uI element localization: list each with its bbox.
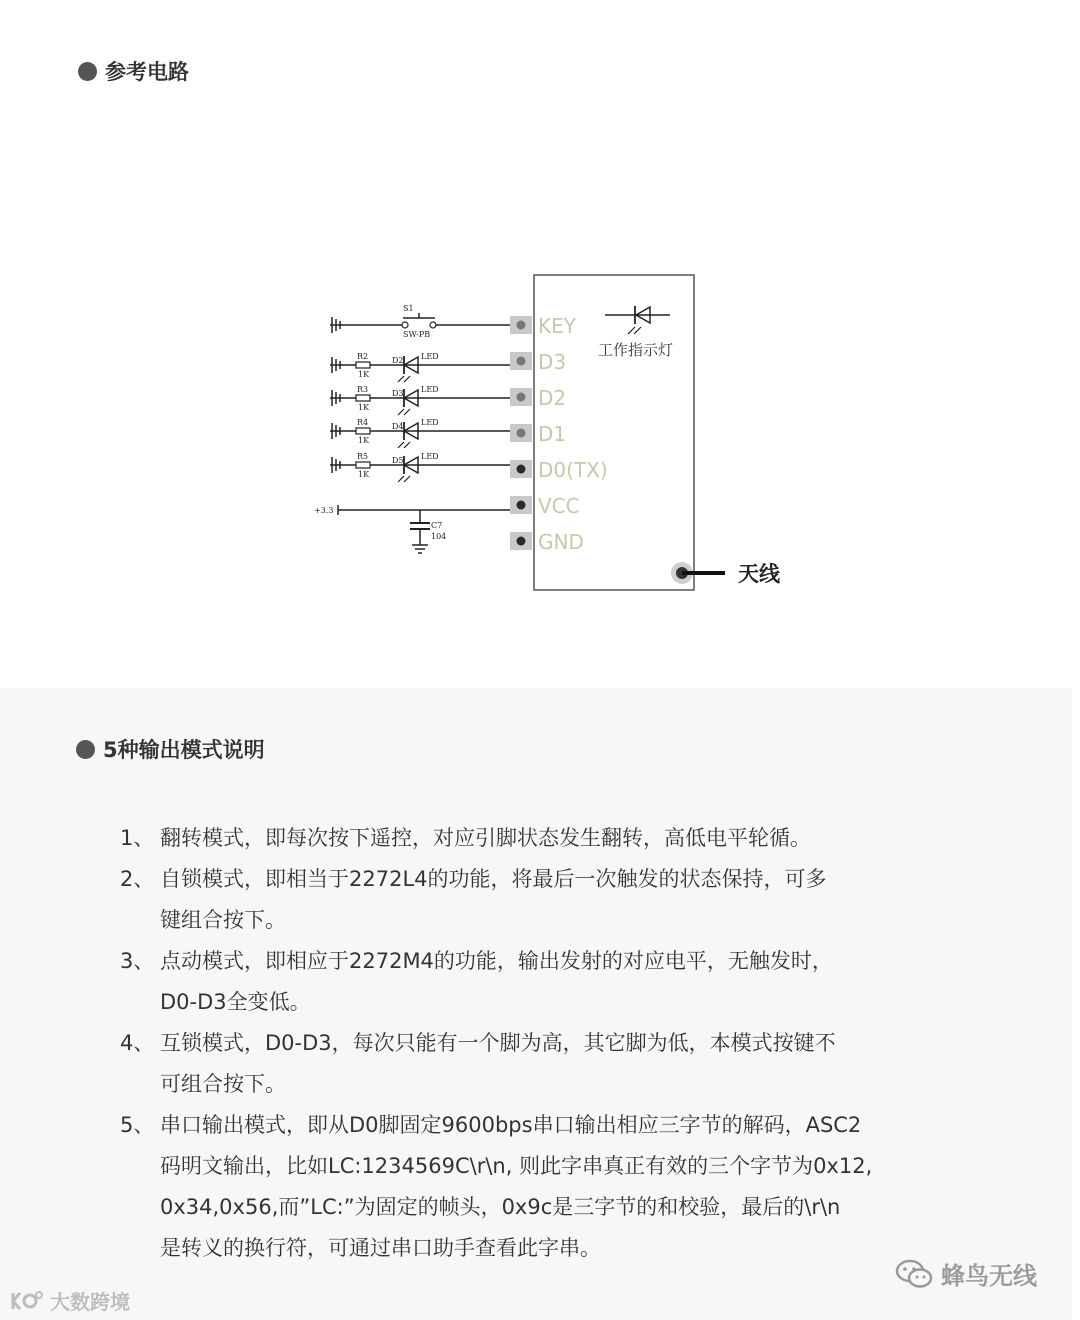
pin-label: GND bbox=[538, 530, 584, 554]
resistor-ref: R5 bbox=[357, 452, 369, 461]
watermark-left bbox=[10, 1286, 130, 1315]
pin-label: VCC bbox=[538, 494, 580, 518]
supply-row bbox=[314, 505, 512, 553]
diode-label: LED bbox=[421, 418, 439, 427]
capacitor-value: 104 bbox=[431, 532, 447, 541]
mode-number: 3、 bbox=[120, 949, 155, 973]
diode-label: LED bbox=[421, 385, 439, 394]
led-row bbox=[330, 452, 512, 482]
indicator-label: 工作指示灯 bbox=[598, 341, 674, 359]
capacitor-ref: C7 bbox=[431, 521, 443, 530]
watermark-right bbox=[895, 1256, 1037, 1291]
diode-ref: D2 bbox=[392, 356, 404, 365]
bullet-dot-icon bbox=[76, 740, 95, 759]
resistor-value: 1K bbox=[358, 436, 370, 445]
section-heading-reference-circuit bbox=[78, 56, 189, 86]
resistor-value: 1K bbox=[358, 403, 370, 412]
output-mode-list bbox=[120, 818, 1000, 1269]
mode-item bbox=[120, 941, 1000, 1023]
antenna-label: 天线 bbox=[738, 562, 780, 586]
module-pin bbox=[510, 530, 584, 554]
brand-logo-icon bbox=[10, 1289, 44, 1313]
led-rows bbox=[330, 352, 512, 482]
mode-text: 自锁模式，即相当于2272L4的功能，将最后一次触发的状态保持，可多 键组合按下。 bbox=[160, 867, 827, 932]
pin-label: KEY bbox=[538, 314, 576, 338]
mode-text: 翻转模式，即每次按下遥控，对应引脚状态发生翻转，高低电平轮循。 bbox=[160, 826, 811, 850]
watermark-left-text: 大数跨境 bbox=[50, 1290, 130, 1314]
diode-ref: D4 bbox=[392, 422, 404, 431]
mode-text: 点动模式，即相应于2272M4的功能，输出发射的对应电平，无触发时， D0-D3全变低。 bbox=[160, 949, 833, 1014]
resistor bbox=[356, 462, 370, 468]
resistor bbox=[356, 395, 370, 401]
resistor-ref: R2 bbox=[357, 352, 369, 361]
switch-part: SW-PB bbox=[403, 330, 431, 339]
pin-label: D1 bbox=[538, 422, 567, 446]
mode-number: 1、 bbox=[120, 826, 155, 850]
watermark-right-text: 蜂鸟无线 bbox=[941, 1262, 1037, 1290]
switch-ref: S1 bbox=[403, 304, 414, 313]
diode-label: LED bbox=[421, 352, 439, 361]
mode-text: 互锁模式，D0-D3，每次只能有一个脚为高，其它脚为低，本模式按键不 可组合按下。 bbox=[160, 1031, 836, 1096]
resistor-ref: R4 bbox=[357, 418, 369, 427]
resistor bbox=[356, 362, 370, 368]
resistor bbox=[356, 428, 370, 434]
module-pin bbox=[510, 422, 566, 446]
mode-item bbox=[120, 859, 1000, 941]
antenna bbox=[671, 562, 781, 586]
section-title: 5种输出模式说明 bbox=[103, 738, 265, 762]
switch-row bbox=[330, 304, 512, 339]
led-row bbox=[330, 385, 512, 415]
led-row bbox=[330, 418, 512, 448]
module-pin bbox=[510, 458, 608, 482]
diode-label: LED bbox=[421, 452, 439, 461]
mode-item bbox=[120, 818, 1000, 859]
module-pin bbox=[510, 314, 577, 338]
diode-ref: D3 bbox=[392, 389, 404, 398]
supply-label: +3.3 bbox=[314, 506, 334, 515]
resistor-ref: R3 bbox=[357, 385, 369, 394]
module-pin bbox=[510, 494, 580, 518]
wechat-icon bbox=[895, 1258, 933, 1290]
section-heading-output-modes bbox=[76, 734, 265, 764]
pin-label: D2 bbox=[538, 386, 567, 410]
mode-number: 5、 bbox=[120, 1113, 155, 1137]
resistor-value: 1K bbox=[358, 370, 370, 379]
reference-circuit-diagram bbox=[300, 265, 800, 595]
mode-item bbox=[120, 1023, 1000, 1105]
mode-item bbox=[120, 1105, 1000, 1269]
module-pin bbox=[510, 350, 566, 374]
diode-ref: D5 bbox=[392, 456, 404, 465]
mode-text: 串口输出模式，即从D0脚固定9600bps串口输出相应三字节的解码，ASC2 码明文输出，比如LC:1234569C\r\n, 则此字串真正有效的三个字节为0x12, 0x34,0x56,而”LC:”为固定的帧头，0x9c是三字节的和校验，最后的\r\n 是转义的换行符，可通过串口助手查看此字串。 bbox=[160, 1113, 873, 1260]
led-row bbox=[330, 352, 512, 382]
module-pin bbox=[510, 386, 566, 410]
resistor-value: 1K bbox=[358, 470, 370, 479]
section-title: 参考电路 bbox=[105, 60, 189, 84]
mode-number: 4、 bbox=[120, 1031, 155, 1055]
pin-label: D3 bbox=[538, 350, 567, 374]
bullet-dot-icon bbox=[78, 62, 97, 81]
pin-label: D0(TX) bbox=[538, 458, 608, 482]
mode-number: 2、 bbox=[120, 867, 155, 891]
